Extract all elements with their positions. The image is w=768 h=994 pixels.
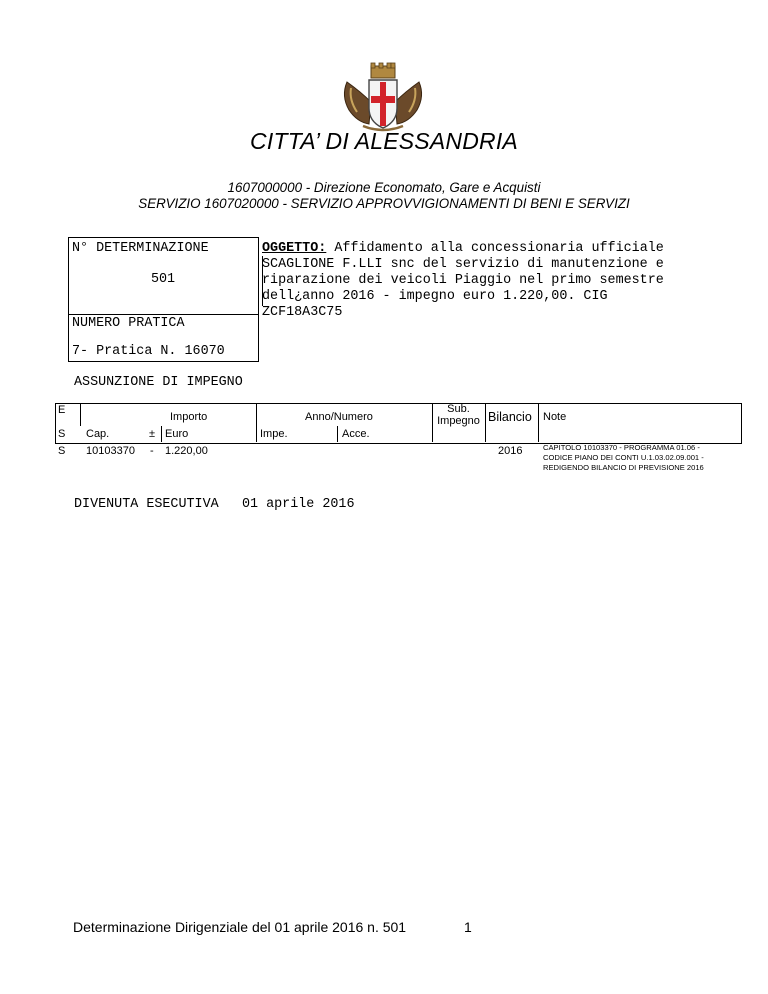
determination-label: N° DETERMINAZIONE — [72, 241, 209, 256]
header-e: E — [58, 404, 66, 416]
header-impe: Impe. — [260, 428, 288, 440]
footer-text: Determinazione Dirigenziale del 01 aprile 2016 n. 501 — [73, 919, 407, 935]
row-cap: 10103370 — [86, 445, 135, 457]
subject-label: OGGETTO: — [262, 241, 327, 256]
subject-block — [262, 241, 702, 321]
subject-line: Affidamento alla concessionaria ufficiale — [334, 241, 664, 256]
practice-value: 7- Pratica N. 16070 — [72, 344, 225, 359]
subject-line: dell¿anno 2016 - impegno euro 1.220,00. CIG — [262, 289, 608, 304]
subject-rule — [262, 256, 265, 306]
header-bilancio: Bilancio — [488, 410, 532, 424]
commitment-table-header — [55, 403, 742, 444]
city-name: CITTA’ DI ALESSANDRIA — [250, 128, 518, 154]
table-divider — [80, 404, 81, 426]
row-bilancio: 2016 — [498, 445, 523, 457]
table-divider — [538, 404, 539, 442]
executive-date: 01 aprile 2016 — [242, 497, 355, 512]
executive-label: DIVENUTA ESECUTIVA — [74, 497, 219, 512]
row-note — [543, 443, 704, 473]
practice-label: NUMERO PRATICA — [72, 316, 185, 331]
commitment-section-title: ASSUNZIONE DI IMPEGNO — [74, 375, 243, 390]
subject-line: riparazione dei veicoli Piaggio nel primo semestre — [262, 273, 664, 288]
header-euro: Euro — [165, 428, 189, 440]
note-line: CODICE PIANO DEI CONTI U.1.03.02.09.001 - — [543, 453, 704, 462]
row-es: S — [58, 445, 66, 457]
header-plus-minus: ± — [149, 428, 156, 440]
header-s: S — [58, 428, 66, 440]
header-acce: Acce. — [342, 428, 370, 440]
department-line-2: SERVIZIO 1607020000 - SERVIZIO APPROVVIGIONAMENTI DI BENI E SERVIZI — [138, 196, 630, 211]
determination-divider — [68, 314, 258, 315]
row-euro: 1.220,00 — [165, 445, 208, 457]
table-divider — [256, 404, 257, 442]
note-line: CAPITOLO 10103370 - PROGRAMMA 01.06 - — [543, 443, 700, 452]
header-impegno: Impegno — [437, 415, 480, 427]
header-sub: Sub. — [447, 403, 470, 415]
subject-line: SCAGLIONE F.LLI snc del servizio di manutenzione e — [262, 257, 664, 272]
header-importo: Importo — [170, 411, 208, 423]
row-sign: - — [150, 445, 154, 457]
table-divider — [337, 426, 338, 442]
note-line: REDIGENDO BILANCIO DI PREVISIONE 2016 — [543, 463, 704, 472]
header-note: Note — [543, 411, 567, 423]
city-crest-emblem — [339, 62, 427, 134]
header-anno-numero: Anno/Numero — [305, 411, 373, 423]
page-number: 1 — [464, 919, 472, 935]
determination-number: 501 — [150, 272, 176, 287]
department-line-1: 1607000000 - Direzione Economato, Gare e Acquisti — [227, 180, 541, 195]
subject-line: ZCF18A3C75 — [262, 305, 343, 320]
header-cap: Cap. — [86, 428, 110, 440]
table-divider — [161, 426, 162, 442]
table-divider — [485, 404, 486, 442]
